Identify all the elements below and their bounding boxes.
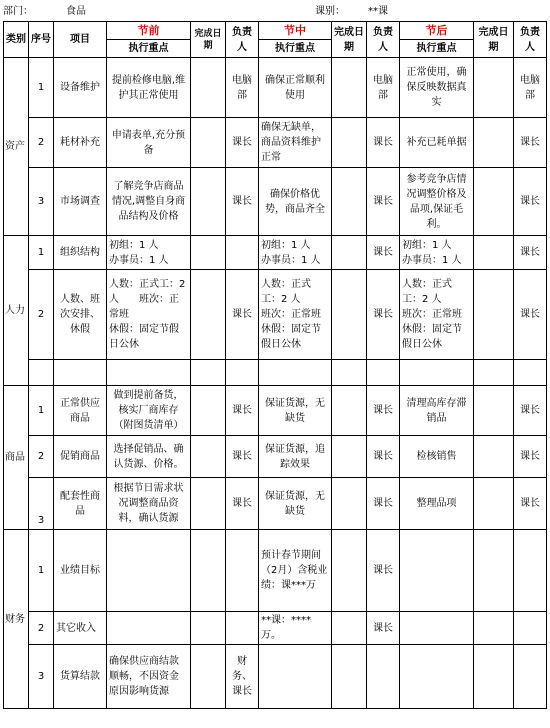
row-no: 2 [29,118,54,168]
row-post-done [474,270,514,360]
row-no: 1 [29,530,54,612]
row-post-focus [400,612,474,645]
row-mid-done [332,436,367,478]
row-mid-focus: 人数：正式工：2 人 班次：正常班 休假：固定节假日公休 [259,270,332,360]
row-post-owner [514,645,547,709]
table-row [4,168,547,236]
header-pre-owner: 负责人 [226,22,259,58]
row-post-focus: 参考竞争店情况调整价格及品项,保证毛利。 [400,168,474,236]
row-post-owner: 课长 [514,436,547,478]
row-pre-done [191,58,226,118]
row-post-owner: 课长 [514,478,547,530]
table-row [4,386,547,436]
row-pre-focus: 做到提前备货，核实厂商库存（附图货清单） [107,386,191,436]
row-pre-done [191,478,226,530]
dept-label: 部门： [3,6,33,17]
header-phase-mid: 节中 [259,22,332,40]
row-mid-focus [259,645,332,709]
header-category: 类别 [4,22,29,58]
header-mid-focus: 执行重点 [259,40,332,58]
row-mid-done [332,58,367,118]
row-mid-done [332,270,367,360]
row-mid-owner: 课长 [367,386,400,436]
table-row [4,530,547,612]
row-post-owner: 课长 [514,386,547,436]
table-row [4,236,547,270]
row-item: 业绩目标 [54,530,107,612]
row-mid-focus: 保证货源，无缺货 [259,478,332,530]
row-item: 货算结款 [54,645,107,709]
row-post-done [474,478,514,530]
row-pre-done [191,118,226,168]
row-mid-done [332,478,367,530]
row-post-focus: 检核销售 [400,436,474,478]
header-post-done: 完成日期 [474,22,514,58]
row-pre-done [191,645,226,709]
row-pre-owner: 电脑部 [226,58,259,118]
row-mid-focus: 保证货源，追踪效果 [259,436,332,478]
row-item: 其它收入 [54,612,107,645]
row-item: 设备维护 [54,58,107,118]
header-no: 序号 [29,22,54,58]
row-no: 2 [29,612,54,645]
category-assets: 资产 [4,58,29,236]
row-item: 耗材补充 [54,118,107,168]
row-post-done [474,612,514,645]
row-mid-owner: 课长 [367,530,400,612]
row-mid-owner: 课长 [367,436,400,478]
row-post-owner: 电脑部 [514,58,547,118]
row-no: 1 [29,236,54,270]
row-post-owner [514,530,547,612]
row-pre-owner: 课长 [226,118,259,168]
row-pre-focus: 提前检修电脑,维护其正常使用 [107,58,191,118]
row-post-focus [400,530,474,612]
header-row-1 [4,22,547,40]
row-post-focus [400,645,474,709]
top-info-bar [0,0,550,16]
row-mid-focus: 预计春节期间（2月）含税业绩：课***万 [259,530,332,612]
row-pre-owner: 课长 [226,436,259,478]
row-post-focus: 正常使用，确保反映数据真实 [400,58,474,118]
row-no: 3 [29,645,54,709]
row-pre-done [191,436,226,478]
row-pre-done [191,386,226,436]
row-item: 配套性商品 [54,478,107,530]
header-pre-focus: 执行重点 [107,40,191,58]
row-mid-done [332,118,367,168]
row-post-done [474,436,514,478]
table-row [4,478,547,530]
section-value: **课 [368,6,388,17]
row-pre-owner [226,530,259,612]
row-mid-done [332,386,367,436]
table-row [4,270,547,360]
row-mid-owner: 电脑部 [367,58,400,118]
table-row [4,612,547,645]
row-post-owner: 课长 [514,118,547,168]
table-row [4,58,547,118]
header-post-owner: 负责人 [514,22,547,58]
row-pre-owner: 课长 [226,478,259,530]
row-no: 1 [29,58,54,118]
header-mid-owner: 负责人 [367,22,400,58]
row-mid-owner [367,645,400,709]
holiday-plan-table [3,21,547,709]
row-no: 3 [29,168,54,236]
header-phase-post: 节后 [400,22,474,40]
row-pre-done [191,236,226,270]
row-item: 促销商品 [54,436,107,478]
category-finance: 财务 [4,530,29,709]
row-no: 2 [29,436,54,478]
row-pre-done [191,530,226,612]
row-pre-done [191,612,226,645]
row-pre-owner: 课长 [226,168,259,236]
row-pre-done [191,168,226,236]
row-mid-owner: 课长 [367,612,400,645]
header-post-focus: 执行重点 [400,40,474,58]
row-post-done [474,236,514,270]
row-post-focus: 补充已耗单据 [400,118,474,168]
row-pre-owner: 课长 [226,386,259,436]
row-pre-focus: 根据节日需求状况调整商品资料，确认货源 [107,478,191,530]
row-post-focus: 清理高库存滞销品 [400,386,474,436]
row-post-owner: 课长 [514,270,547,360]
row-post-owner: 课长 [514,168,547,236]
row-mid-focus: 确保价格优势，商品齐全 [259,168,332,236]
row-post-done [474,530,514,612]
row-mid-focus: 初组：1 人 办事员：1 人 [259,236,332,270]
row-item: 人数、班次安排、休假 [54,270,107,360]
table-row [4,436,547,478]
row-post-focus: 整理品项 [400,478,474,530]
row-mid-owner: 课长 [367,236,400,270]
header-item: 项目 [54,22,107,58]
row-mid-done [332,645,367,709]
row-mid-done [332,612,367,645]
row-pre-focus: 人数：正式工：2 人 班次：正常班 休假：固定节假日公休 [107,270,191,360]
header-mid-done: 完成日期 [332,22,367,58]
row-pre-focus: 初组：1 人 办事员：1 人 [107,236,191,270]
row-mid-done [332,530,367,612]
table-row-empty [4,360,547,386]
row-mid-focus: **课：****万。 [259,612,332,645]
row-pre-done [191,270,226,360]
row-item: 正常供应商品 [54,386,107,436]
row-mid-done [332,168,367,236]
row-post-done [474,645,514,709]
row-post-owner [514,612,547,645]
row-pre-focus: 选择促销品、确认货源、价格。 [107,436,191,478]
row-pre-focus [107,530,191,612]
row-mid-focus: 保证货源，无缺货 [259,386,332,436]
row-pre-focus: 申请表单,充分预备 [107,118,191,168]
row-post-owner: 课长 [514,236,547,270]
category-people: 人力 [4,236,29,386]
row-mid-owner: 课长 [367,168,400,236]
row-mid-owner: 课长 [367,270,400,360]
row-item: 市场调查 [54,168,107,236]
row-pre-owner: 财务、课长 [226,645,259,709]
row-pre-focus: 了解竞争店商品情况,调整自身商品结构及价格 [107,168,191,236]
table-row [4,645,547,709]
row-no: 2 [29,270,54,360]
row-no: 1 [29,386,54,436]
row-pre-owner [226,612,259,645]
dept-value: 食品 [66,6,86,17]
row-pre-focus [107,612,191,645]
row-item: 组织结构 [54,236,107,270]
row-mid-focus: 确保无缺单，商品资料维护正常 [259,118,332,168]
category-goods: 商品 [4,386,29,530]
row-no: 3 [29,478,54,530]
row-pre-focus: 确保供应商结款顺畅，不因资金原因影响货源 [107,645,191,709]
table-row [4,118,547,168]
row-mid-done [332,236,367,270]
row-post-focus: 人数：正式工：2 人 班次：正常班 休假：固定节假日公休 [400,270,474,360]
row-post-done [474,168,514,236]
header-pre-done: 完成日期 [191,22,226,58]
row-pre-owner: 课长 [226,270,259,360]
row-post-done [474,386,514,436]
section-label: 课别： [315,6,345,17]
row-post-done [474,118,514,168]
row-mid-focus: 确保正常顺利使用 [259,58,332,118]
row-post-focus: 初组：1 人 办事员：1 人 [400,236,474,270]
row-mid-owner: 课长 [367,118,400,168]
row-post-done [474,58,514,118]
header-phase-pre: 节前 [107,22,191,40]
row-mid-owner: 课长 [367,478,400,530]
row-pre-owner [226,236,259,270]
